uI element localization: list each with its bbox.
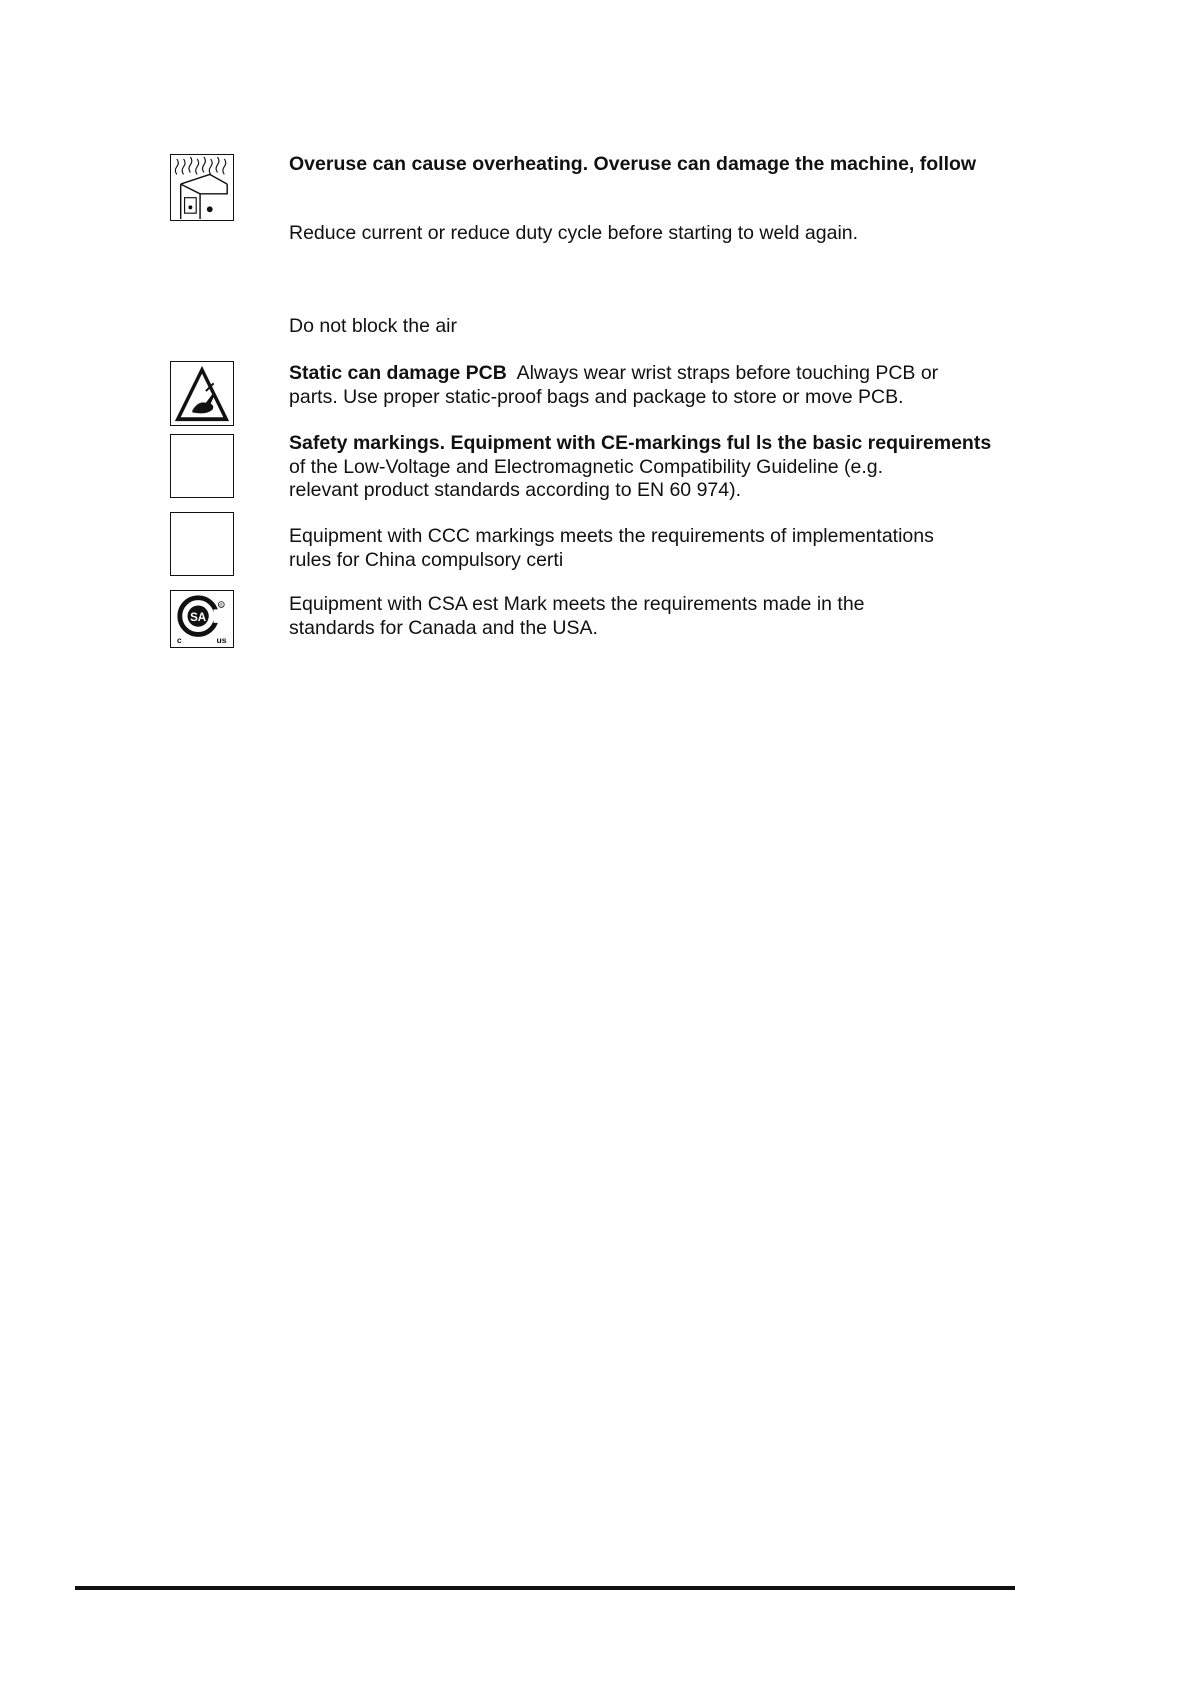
overheat-text: Reduce current or reduce duty cycle before starting to weld again.	[289, 222, 859, 244]
static-text-1: Always wear wrist straps before touching PCB or	[516, 362, 939, 384]
ce-line-2: of the Low-Voltage and Electromagnetic Compatibility Guideline (e.g.	[289, 456, 883, 478]
csa-registered-mark: ®	[219, 603, 224, 609]
esd-warning-icon	[170, 361, 234, 426]
overheat-airflow-text: Do not block the air	[289, 315, 458, 337]
static-line-2: parts. Use proper static-proof bags and package to store or move PCB.	[289, 386, 904, 408]
ccc-mark-icon	[170, 512, 234, 576]
overheat-heading: Overuse can cause overheating. Overuse can damage the machine, follow	[289, 153, 977, 175]
csa-us-label: us	[216, 635, 227, 646]
csa-mark-icon	[170, 590, 234, 648]
ce-heading: Safety markings. Equipment with CE-markings ful ls the basic requirements	[289, 432, 992, 454]
ccc-line-2: rules for China compulsory certi	[289, 549, 564, 571]
csa-line-2: standards for Canada and the USA.	[289, 617, 598, 639]
ccc-line-1: Equipment with CCC markings meets the requirements of implementations	[289, 525, 934, 547]
static-line-1	[289, 362, 938, 385]
footer-rule	[75, 1586, 1015, 1590]
ce-line-3: relevant product standards according to EN 60 974).	[289, 479, 742, 501]
overheating-icon	[170, 154, 234, 221]
static-heading: Static can damage PCB	[289, 362, 507, 384]
csa-line-1: Equipment with CSA est Mark meets the requirements made in the	[289, 593, 865, 615]
ce-mark-icon	[170, 434, 234, 498]
svg-text:SA: SA	[190, 611, 207, 624]
csa-c-label: c	[176, 635, 182, 646]
